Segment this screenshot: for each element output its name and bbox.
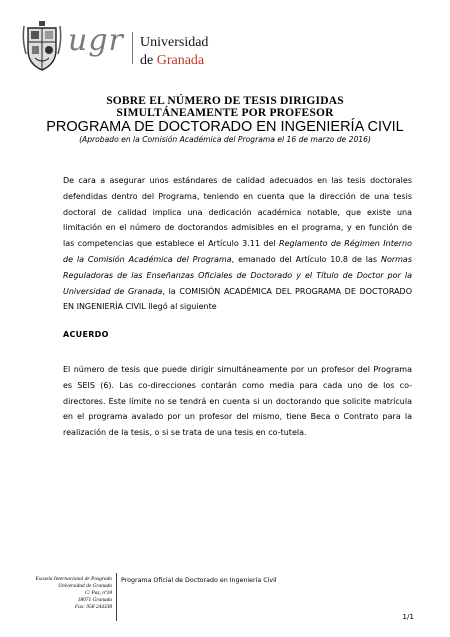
intro-citation-2: Normas Reguladoras de las Enseñanzas Oficiales de Doctorado y el Título de Doctor por la Universidad de Granada <box>63 254 412 296</box>
intro-paragraph <box>63 173 412 315</box>
footer-divider <box>116 573 117 621</box>
title-line2: SIMULTÁNEAMENTE POR PROFESOR <box>116 107 334 119</box>
footer-address-line: Fax: 958 244338 <box>74 604 112 610</box>
intro-text-b: , emanado del Artículo 10.8 de las <box>231 254 381 264</box>
approval-note: (Aprobado en la Comisión Académica del Programa el 16 de marzo de 2016) <box>79 135 371 144</box>
university-name-granada: Granada <box>156 53 205 68</box>
program-title: PROGRAMA DE DOCTORADO EN INGENIERÍA CIVIL <box>46 119 404 135</box>
intro-text-c: , la COMISIÓN ACADÉMICA DEL PROGRAMA DE DOCTORADO EN INGENIERÍA CIVIL llegó al siguiente <box>63 286 412 312</box>
ugr-logo-text: ugr <box>68 23 124 58</box>
footer-address <box>20 576 112 611</box>
university-name-prefix: de <box>140 53 157 68</box>
intro-text-a: De cara a asegurar unos estándares de calidad adecuados en las tesis doctorales defendidas dentro del Programa, teniendo en cuenta que la dirección de una tesis doctoral de calidad implica una dedicación académica notable, que existe una limitación en el número de doctorandos admisibles en el programa, y en función de las competencias que establece el Artículo 3.11 del <box>63 176 412 249</box>
footer-address-line: Universidad de Granada <box>58 583 112 589</box>
footer-address-line: 18071 Granada <box>77 597 112 603</box>
document-titles <box>40 95 410 145</box>
university-crest-icon <box>22 20 62 72</box>
acuerdo-heading: ACUERDO <box>63 330 109 339</box>
university-name-line2 <box>140 54 204 68</box>
title-line1: SOBRE EL NÚMERO DE TESIS DIRIGIDAS <box>106 95 344 107</box>
header <box>22 20 322 72</box>
footer-address-line: C/ Paz, nº18 <box>85 590 112 596</box>
footer-address-line: Escuela Internacional de Posgrado <box>35 576 112 582</box>
agreement-paragraph: El número de tesis que puede dirigir simultáneamente por un profesor del Programa es SEIS (6). Las co-direcciones contarán como media para cada uno de los co-directores. Este límite no se tendrá en cuenta si un doctorando que solicite matrícula en el programa avalado por un profesor del mismo, tiene Beca o Contrato para la realización de la tesis, o si se trata de una tesis en co-tutela. <box>63 365 412 438</box>
page-number: 1/1 <box>402 612 414 621</box>
intro-citation-1: Reglamento de Régimen Interno de la Comisión Académica del Programa <box>63 239 413 264</box>
logo-divider <box>132 32 133 64</box>
footer-program: Programa Oficial de Doctorado en Ingeniería Civil <box>121 577 277 584</box>
university-name-line1: Universidad <box>140 35 209 50</box>
